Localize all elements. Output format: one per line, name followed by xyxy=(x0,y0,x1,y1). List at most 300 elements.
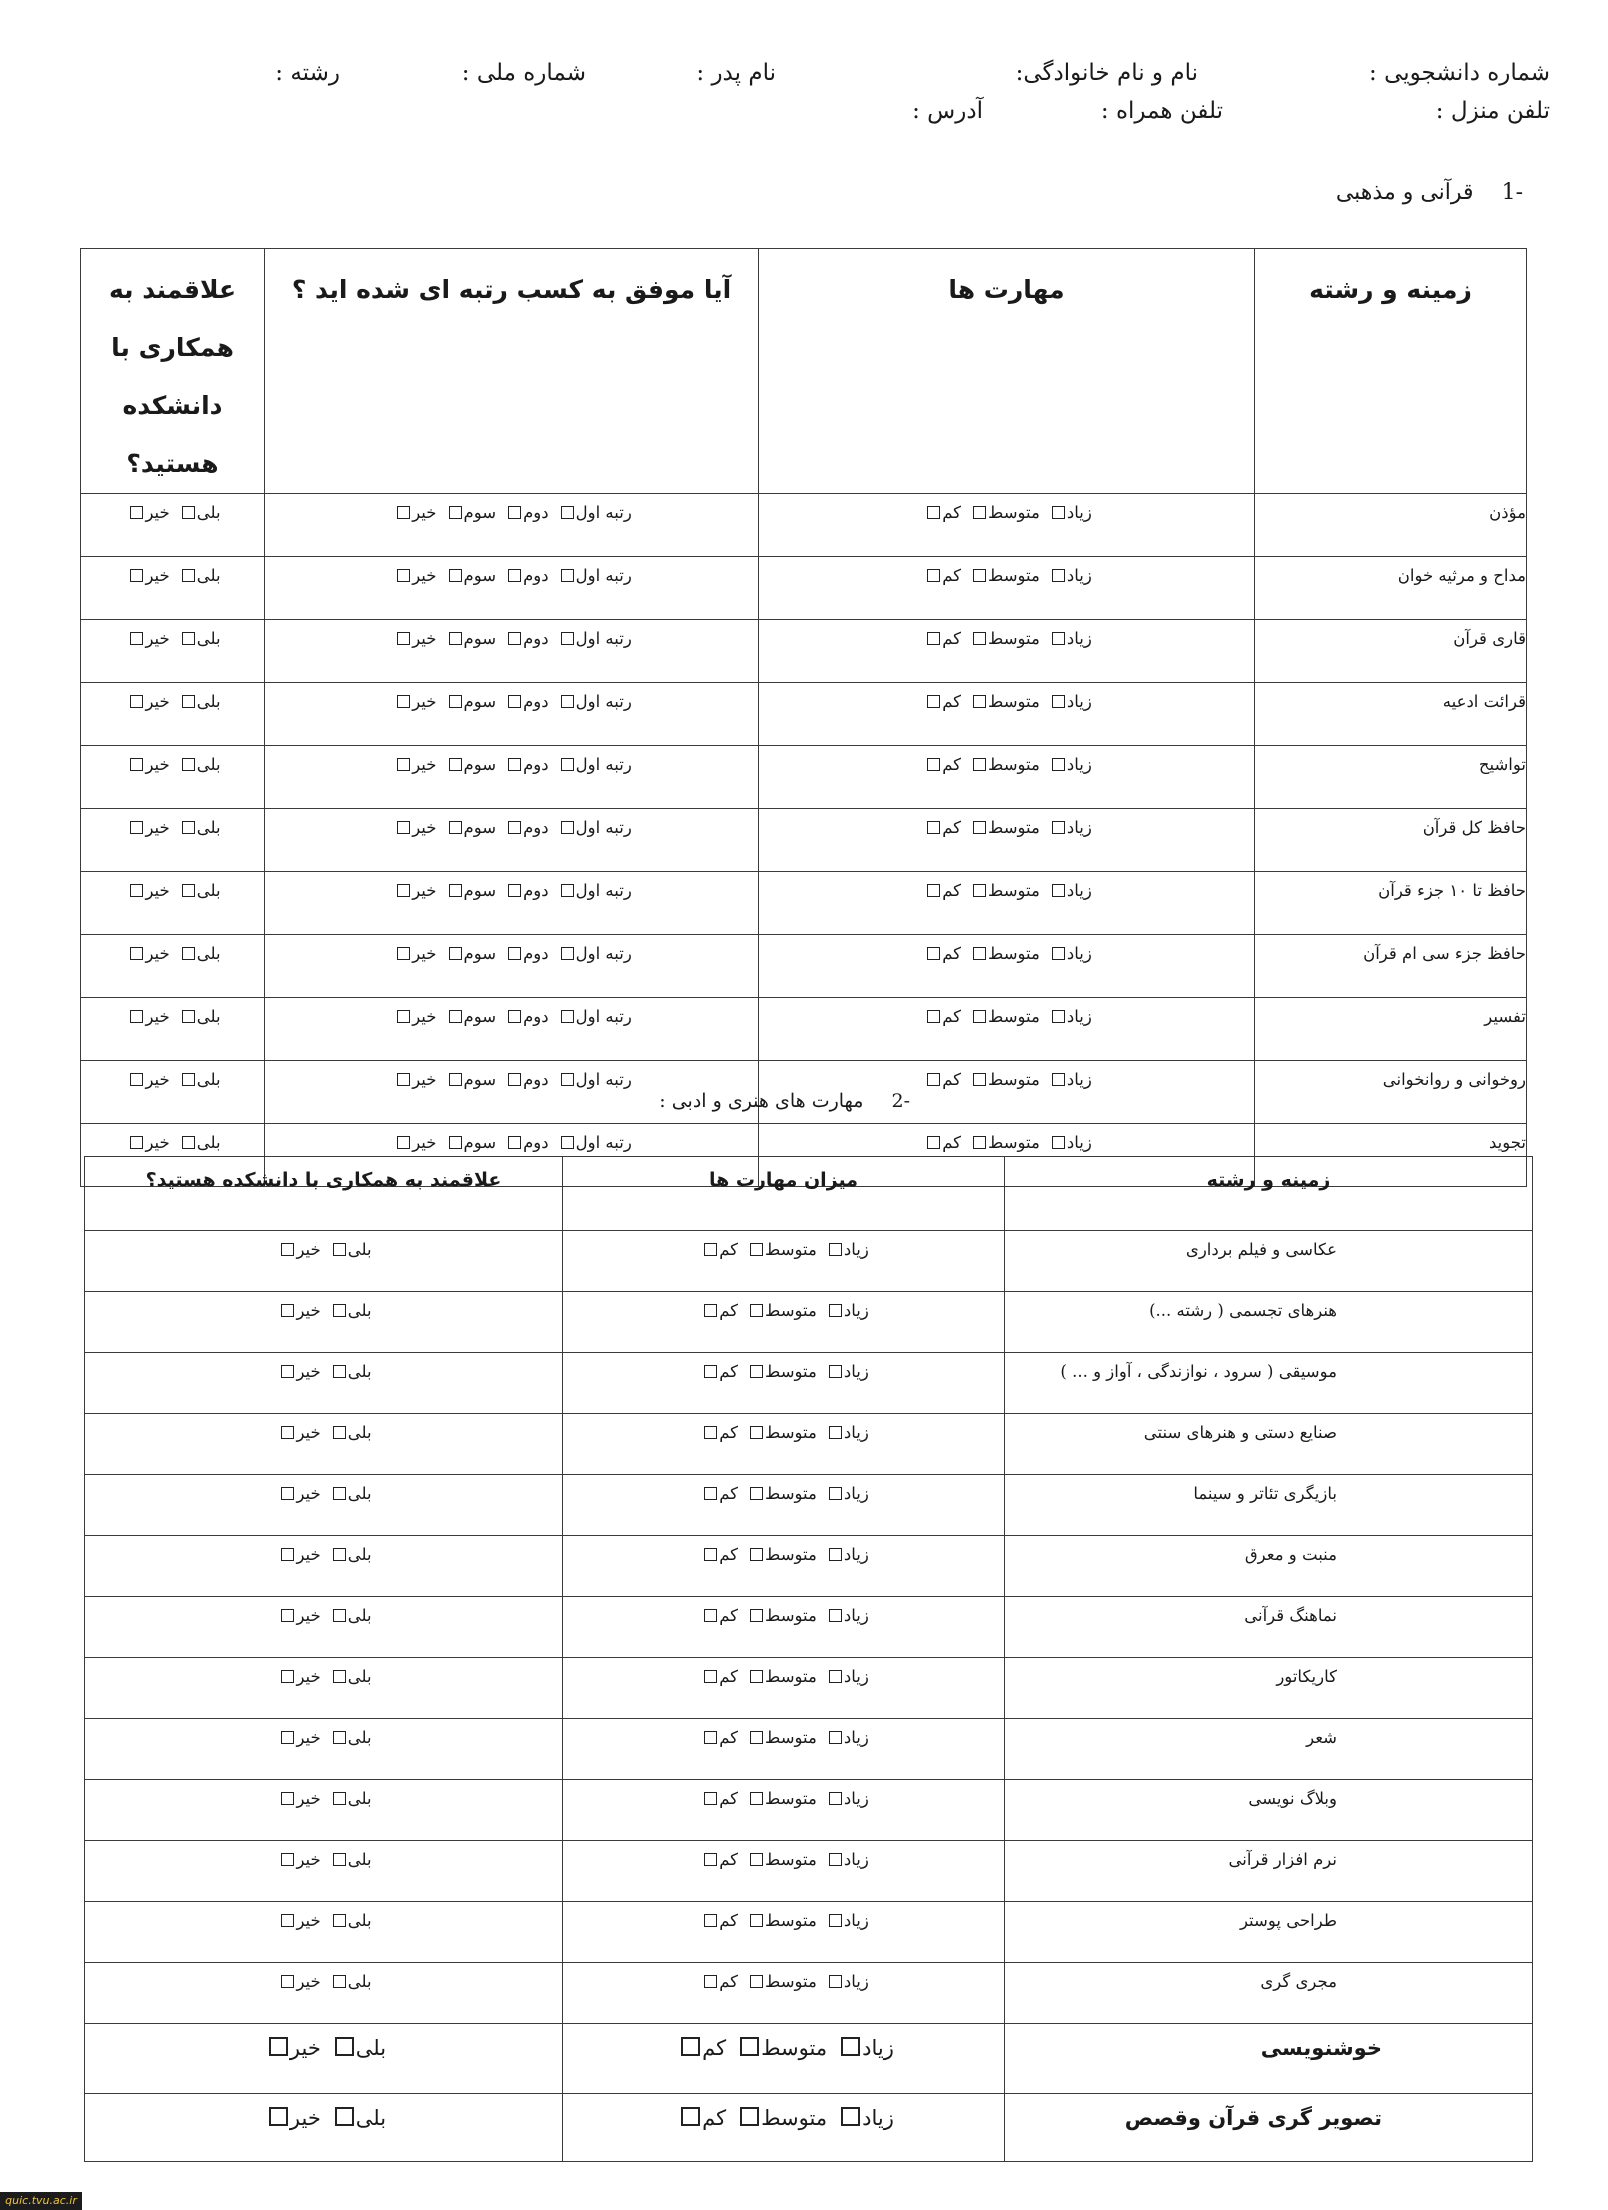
checkbox-icon[interactable] xyxy=(704,1365,717,1378)
option[interactable] xyxy=(443,1070,497,1089)
checkbox-icon[interactable] xyxy=(333,1792,346,1805)
checkbox-icon[interactable] xyxy=(333,1243,346,1256)
checkbox-icon[interactable] xyxy=(829,1426,842,1439)
option[interactable] xyxy=(967,503,1040,522)
option[interactable] xyxy=(275,1362,320,1381)
checkbox-icon[interactable] xyxy=(508,758,521,771)
checkbox-icon[interactable] xyxy=(750,1548,763,1561)
checkbox-icon[interactable] xyxy=(449,569,462,582)
option[interactable] xyxy=(555,755,632,774)
checkbox-icon[interactable] xyxy=(561,569,574,582)
checkbox-icon[interactable] xyxy=(704,1731,717,1744)
option[interactable] xyxy=(502,818,549,837)
checkbox-icon[interactable] xyxy=(829,1304,842,1317)
checkbox-icon[interactable] xyxy=(750,1365,763,1378)
checkbox-icon[interactable] xyxy=(829,1731,842,1744)
checkbox-icon[interactable] xyxy=(281,1792,294,1805)
option[interactable] xyxy=(1046,1070,1092,1089)
option[interactable] xyxy=(124,629,169,648)
option[interactable] xyxy=(502,755,549,774)
checkbox-icon[interactable] xyxy=(829,1914,842,1927)
checkbox-icon[interactable] xyxy=(130,1136,143,1149)
checkbox-icon[interactable] xyxy=(927,1136,940,1149)
checkbox-icon[interactable] xyxy=(704,1243,717,1256)
option[interactable] xyxy=(823,1301,869,1320)
checkbox-icon[interactable] xyxy=(449,947,462,960)
option[interactable] xyxy=(443,1133,497,1152)
option[interactable] xyxy=(327,1423,372,1442)
option[interactable] xyxy=(275,1484,320,1503)
checkbox-icon[interactable] xyxy=(561,758,574,771)
option[interactable] xyxy=(823,1667,869,1686)
option[interactable] xyxy=(391,755,436,774)
option[interactable] xyxy=(443,818,497,837)
checkbox-icon[interactable] xyxy=(281,1365,294,1378)
option[interactable] xyxy=(698,1789,738,1808)
option[interactable] xyxy=(124,1133,169,1152)
checkbox-icon[interactable] xyxy=(508,821,521,834)
option[interactable] xyxy=(967,881,1040,900)
checkbox-icon[interactable] xyxy=(333,1731,346,1744)
option[interactable] xyxy=(823,1606,869,1625)
checkbox-icon[interactable] xyxy=(333,1853,346,1866)
option[interactable] xyxy=(744,1972,817,1991)
checkbox-icon[interactable] xyxy=(704,1304,717,1317)
option[interactable] xyxy=(823,1423,869,1442)
option[interactable] xyxy=(391,818,436,837)
option[interactable] xyxy=(698,1911,738,1930)
checkbox-icon[interactable] xyxy=(927,821,940,834)
checkbox-icon[interactable] xyxy=(927,695,940,708)
checkbox-icon[interactable] xyxy=(973,1136,986,1149)
option[interactable] xyxy=(698,1850,738,1869)
option[interactable] xyxy=(921,818,961,837)
option[interactable] xyxy=(275,1240,320,1259)
option[interactable] xyxy=(275,1789,320,1808)
checkbox-icon[interactable] xyxy=(508,695,521,708)
option[interactable] xyxy=(502,692,549,711)
checkbox-icon[interactable] xyxy=(397,569,410,582)
checkbox-icon[interactable] xyxy=(281,1975,294,1988)
checkbox-icon[interactable] xyxy=(973,695,986,708)
option[interactable] xyxy=(921,1070,961,1089)
checkbox-icon[interactable] xyxy=(333,1487,346,1500)
checkbox-icon[interactable] xyxy=(973,632,986,645)
option[interactable] xyxy=(1046,566,1092,585)
checkbox-icon[interactable] xyxy=(927,569,940,582)
checkbox-icon[interactable] xyxy=(1052,947,1065,960)
checkbox-icon[interactable] xyxy=(397,695,410,708)
option[interactable] xyxy=(744,1423,817,1442)
checkbox-icon[interactable] xyxy=(973,884,986,897)
checkbox-icon[interactable] xyxy=(130,1010,143,1023)
checkbox-icon[interactable] xyxy=(561,506,574,519)
checkbox-icon[interactable] xyxy=(397,632,410,645)
checkbox-icon[interactable] xyxy=(281,1487,294,1500)
checkbox-icon[interactable] xyxy=(130,758,143,771)
checkbox-icon[interactable] xyxy=(182,947,195,960)
checkbox-icon[interactable] xyxy=(182,1136,195,1149)
option[interactable] xyxy=(732,2106,827,2130)
checkbox-icon[interactable] xyxy=(130,947,143,960)
checkbox-icon[interactable] xyxy=(1052,569,1065,582)
checkbox-icon[interactable] xyxy=(841,2037,860,2056)
option[interactable] xyxy=(176,755,221,774)
option[interactable] xyxy=(823,1972,869,1991)
option[interactable] xyxy=(1046,818,1092,837)
option[interactable] xyxy=(124,1070,169,1089)
checkbox-icon[interactable] xyxy=(449,1010,462,1023)
option[interactable] xyxy=(967,629,1040,648)
checkbox-icon[interactable] xyxy=(449,884,462,897)
checkbox-icon[interactable] xyxy=(182,884,195,897)
checkbox-icon[interactable] xyxy=(927,506,940,519)
checkbox-icon[interactable] xyxy=(561,947,574,960)
option[interactable] xyxy=(833,2106,894,2130)
checkbox-icon[interactable] xyxy=(750,1853,763,1866)
option[interactable] xyxy=(698,1362,738,1381)
option[interactable] xyxy=(673,2036,726,2060)
option[interactable] xyxy=(698,1606,738,1625)
checkbox-icon[interactable] xyxy=(281,1243,294,1256)
option[interactable] xyxy=(327,1545,372,1564)
checkbox-icon[interactable] xyxy=(740,2037,759,2056)
option[interactable] xyxy=(327,1850,372,1869)
checkbox-icon[interactable] xyxy=(927,758,940,771)
checkbox-icon[interactable] xyxy=(1052,695,1065,708)
checkbox-icon[interactable] xyxy=(750,1304,763,1317)
checkbox-icon[interactable] xyxy=(927,947,940,960)
option[interactable] xyxy=(124,503,169,522)
checkbox-icon[interactable] xyxy=(508,947,521,960)
option[interactable] xyxy=(921,944,961,963)
checkbox-icon[interactable] xyxy=(397,947,410,960)
option[interactable] xyxy=(327,2106,386,2130)
option[interactable] xyxy=(744,1789,817,1808)
option[interactable] xyxy=(921,566,961,585)
checkbox-icon[interactable] xyxy=(829,1792,842,1805)
option[interactable] xyxy=(261,2106,321,2130)
option[interactable] xyxy=(823,1850,869,1869)
option[interactable] xyxy=(327,1728,372,1747)
checkbox-icon[interactable] xyxy=(182,1010,195,1023)
checkbox-icon[interactable] xyxy=(281,1731,294,1744)
option[interactable] xyxy=(443,566,497,585)
checkbox-icon[interactable] xyxy=(561,884,574,897)
checkbox-icon[interactable] xyxy=(561,1136,574,1149)
checkbox-icon[interactable] xyxy=(829,1853,842,1866)
checkbox-icon[interactable] xyxy=(508,1073,521,1086)
option[interactable] xyxy=(698,1667,738,1686)
checkbox-icon[interactable] xyxy=(269,2037,288,2056)
checkbox-icon[interactable] xyxy=(508,1010,521,1023)
checkbox-icon[interactable] xyxy=(704,1548,717,1561)
checkbox-icon[interactable] xyxy=(333,1426,346,1439)
checkbox-icon[interactable] xyxy=(397,821,410,834)
option[interactable] xyxy=(327,1667,372,1686)
option[interactable] xyxy=(555,566,632,585)
checkbox-icon[interactable] xyxy=(561,632,574,645)
option[interactable] xyxy=(967,1133,1040,1152)
option[interactable] xyxy=(275,1606,320,1625)
checkbox-icon[interactable] xyxy=(704,1487,717,1500)
option[interactable] xyxy=(555,818,632,837)
checkbox-icon[interactable] xyxy=(1052,506,1065,519)
option[interactable] xyxy=(555,503,632,522)
option[interactable] xyxy=(391,566,436,585)
option[interactable] xyxy=(732,2036,827,2060)
checkbox-icon[interactable] xyxy=(1052,884,1065,897)
checkbox-icon[interactable] xyxy=(449,1136,462,1149)
checkbox-icon[interactable] xyxy=(973,1010,986,1023)
checkbox-icon[interactable] xyxy=(927,884,940,897)
checkbox-icon[interactable] xyxy=(681,2037,700,2056)
checkbox-icon[interactable] xyxy=(561,821,574,834)
checkbox-icon[interactable] xyxy=(681,2107,700,2126)
checkbox-icon[interactable] xyxy=(333,1609,346,1622)
checkbox-icon[interactable] xyxy=(704,1792,717,1805)
checkbox-icon[interactable] xyxy=(927,1073,940,1086)
checkbox-icon[interactable] xyxy=(750,1731,763,1744)
checkbox-icon[interactable] xyxy=(508,884,521,897)
option[interactable] xyxy=(327,1972,372,1991)
checkbox-icon[interactable] xyxy=(704,1853,717,1866)
option[interactable] xyxy=(1046,1133,1092,1152)
option[interactable] xyxy=(744,1728,817,1747)
checkbox-icon[interactable] xyxy=(269,2107,288,2126)
checkbox-icon[interactable] xyxy=(829,1975,842,1988)
checkbox-icon[interactable] xyxy=(182,758,195,771)
checkbox-icon[interactable] xyxy=(333,1304,346,1317)
checkbox-icon[interactable] xyxy=(335,2037,354,2056)
option[interactable] xyxy=(391,881,436,900)
option[interactable] xyxy=(327,2036,386,2060)
option[interactable] xyxy=(502,944,549,963)
option[interactable] xyxy=(1046,629,1092,648)
checkbox-icon[interactable] xyxy=(281,1914,294,1927)
checkbox-icon[interactable] xyxy=(973,947,986,960)
option[interactable] xyxy=(124,944,169,963)
option[interactable] xyxy=(555,881,632,900)
option[interactable] xyxy=(391,1133,436,1152)
option[interactable] xyxy=(555,692,632,711)
option[interactable] xyxy=(921,881,961,900)
option[interactable] xyxy=(744,1362,817,1381)
checkbox-icon[interactable] xyxy=(508,569,521,582)
option[interactable] xyxy=(124,818,169,837)
checkbox-icon[interactable] xyxy=(335,2107,354,2126)
checkbox-icon[interactable] xyxy=(130,632,143,645)
checkbox-icon[interactable] xyxy=(1052,1136,1065,1149)
option[interactable] xyxy=(1046,503,1092,522)
checkbox-icon[interactable] xyxy=(130,821,143,834)
option[interactable] xyxy=(391,503,436,522)
checkbox-icon[interactable] xyxy=(333,1670,346,1683)
option[interactable] xyxy=(275,1423,320,1442)
option[interactable] xyxy=(176,503,221,522)
option[interactable] xyxy=(744,1484,817,1503)
checkbox-icon[interactable] xyxy=(704,1426,717,1439)
option[interactable] xyxy=(391,692,436,711)
option[interactable] xyxy=(391,629,436,648)
option[interactable] xyxy=(921,629,961,648)
option[interactable] xyxy=(1046,755,1092,774)
checkbox-icon[interactable] xyxy=(333,1914,346,1927)
checkbox-icon[interactable] xyxy=(397,1136,410,1149)
checkbox-icon[interactable] xyxy=(508,632,521,645)
option[interactable] xyxy=(391,1007,436,1026)
option[interactable] xyxy=(124,566,169,585)
option[interactable] xyxy=(176,629,221,648)
checkbox-icon[interactable] xyxy=(829,1609,842,1622)
option[interactable] xyxy=(823,1728,869,1747)
checkbox-icon[interactable] xyxy=(397,758,410,771)
option[interactable] xyxy=(176,1070,221,1089)
option[interactable] xyxy=(176,818,221,837)
option[interactable] xyxy=(823,1911,869,1930)
option[interactable] xyxy=(327,1240,372,1259)
option[interactable] xyxy=(744,1301,817,1320)
option[interactable] xyxy=(502,881,549,900)
option[interactable] xyxy=(261,2036,321,2060)
checkbox-icon[interactable] xyxy=(704,1975,717,1988)
checkbox-icon[interactable] xyxy=(333,1548,346,1561)
option[interactable] xyxy=(502,1007,549,1026)
option[interactable] xyxy=(967,818,1040,837)
option[interactable] xyxy=(275,1850,320,1869)
checkbox-icon[interactable] xyxy=(829,1548,842,1561)
checkbox-icon[interactable] xyxy=(841,2107,860,2126)
checkbox-icon[interactable] xyxy=(281,1609,294,1622)
option[interactable] xyxy=(921,692,961,711)
option[interactable] xyxy=(673,2106,726,2130)
checkbox-icon[interactable] xyxy=(829,1243,842,1256)
option[interactable] xyxy=(1046,1007,1092,1026)
option[interactable] xyxy=(744,1667,817,1686)
option[interactable] xyxy=(176,881,221,900)
checkbox-icon[interactable] xyxy=(182,695,195,708)
option[interactable] xyxy=(1046,692,1092,711)
option[interactable] xyxy=(921,755,961,774)
checkbox-icon[interactable] xyxy=(973,758,986,771)
checkbox-icon[interactable] xyxy=(829,1487,842,1500)
option[interactable] xyxy=(176,566,221,585)
checkbox-icon[interactable] xyxy=(1052,632,1065,645)
option[interactable] xyxy=(124,692,169,711)
checkbox-icon[interactable] xyxy=(973,506,986,519)
checkbox-icon[interactable] xyxy=(927,1010,940,1023)
option[interactable] xyxy=(176,1007,221,1026)
option[interactable] xyxy=(921,1133,961,1152)
checkbox-icon[interactable] xyxy=(281,1548,294,1561)
option[interactable] xyxy=(275,1728,320,1747)
checkbox-icon[interactable] xyxy=(397,1073,410,1086)
option[interactable] xyxy=(967,1007,1040,1026)
option[interactable] xyxy=(391,1070,436,1089)
option[interactable] xyxy=(744,1911,817,1930)
option[interactable] xyxy=(698,1728,738,1747)
option[interactable] xyxy=(967,755,1040,774)
option[interactable] xyxy=(327,1606,372,1625)
option[interactable] xyxy=(823,1484,869,1503)
checkbox-icon[interactable] xyxy=(750,1426,763,1439)
checkbox-icon[interactable] xyxy=(704,1609,717,1622)
checkbox-icon[interactable] xyxy=(973,569,986,582)
checkbox-icon[interactable] xyxy=(740,2107,759,2126)
option[interactable] xyxy=(176,944,221,963)
option[interactable] xyxy=(823,1545,869,1564)
checkbox-icon[interactable] xyxy=(182,506,195,519)
checkbox-icon[interactable] xyxy=(449,695,462,708)
option[interactable] xyxy=(275,1301,320,1320)
checkbox-icon[interactable] xyxy=(561,1010,574,1023)
option[interactable] xyxy=(1046,944,1092,963)
checkbox-icon[interactable] xyxy=(449,632,462,645)
option[interactable] xyxy=(698,1240,738,1259)
option[interactable] xyxy=(124,881,169,900)
option[interactable] xyxy=(698,1423,738,1442)
option[interactable] xyxy=(967,1070,1040,1089)
checkbox-icon[interactable] xyxy=(281,1426,294,1439)
checkbox-icon[interactable] xyxy=(973,1073,986,1086)
checkbox-icon[interactable] xyxy=(281,1670,294,1683)
option[interactable] xyxy=(327,1301,372,1320)
checkbox-icon[interactable] xyxy=(182,632,195,645)
checkbox-icon[interactable] xyxy=(182,569,195,582)
checkbox-icon[interactable] xyxy=(704,1914,717,1927)
checkbox-icon[interactable] xyxy=(750,1670,763,1683)
option[interactable] xyxy=(921,1007,961,1026)
option[interactable] xyxy=(698,1545,738,1564)
checkbox-icon[interactable] xyxy=(397,506,410,519)
option[interactable] xyxy=(744,1606,817,1625)
option[interactable] xyxy=(443,1007,497,1026)
checkbox-icon[interactable] xyxy=(397,884,410,897)
checkbox-icon[interactable] xyxy=(750,1609,763,1622)
option[interactable] xyxy=(823,1240,869,1259)
checkbox-icon[interactable] xyxy=(281,1304,294,1317)
checkbox-icon[interactable] xyxy=(1052,1010,1065,1023)
option[interactable] xyxy=(833,2036,894,2060)
option[interactable] xyxy=(555,1007,632,1026)
checkbox-icon[interactable] xyxy=(449,1073,462,1086)
option[interactable] xyxy=(176,692,221,711)
option[interactable] xyxy=(275,1911,320,1930)
option[interactable] xyxy=(744,1545,817,1564)
option[interactable] xyxy=(176,1133,221,1152)
checkbox-icon[interactable] xyxy=(130,506,143,519)
option[interactable] xyxy=(698,1484,738,1503)
checkbox-icon[interactable] xyxy=(1052,821,1065,834)
option[interactable] xyxy=(967,692,1040,711)
option[interactable] xyxy=(443,692,497,711)
checkbox-icon[interactable] xyxy=(750,1914,763,1927)
option[interactable] xyxy=(391,944,436,963)
option[interactable] xyxy=(698,1301,738,1320)
checkbox-icon[interactable] xyxy=(927,632,940,645)
option[interactable] xyxy=(443,503,497,522)
option[interactable] xyxy=(555,1133,632,1152)
checkbox-icon[interactable] xyxy=(449,821,462,834)
option[interactable] xyxy=(555,944,632,963)
checkbox-icon[interactable] xyxy=(508,1136,521,1149)
option[interactable] xyxy=(443,881,497,900)
option[interactable] xyxy=(502,1070,549,1089)
option[interactable] xyxy=(275,1545,320,1564)
option[interactable] xyxy=(823,1789,869,1808)
option[interactable] xyxy=(967,944,1040,963)
checkbox-icon[interactable] xyxy=(750,1487,763,1500)
